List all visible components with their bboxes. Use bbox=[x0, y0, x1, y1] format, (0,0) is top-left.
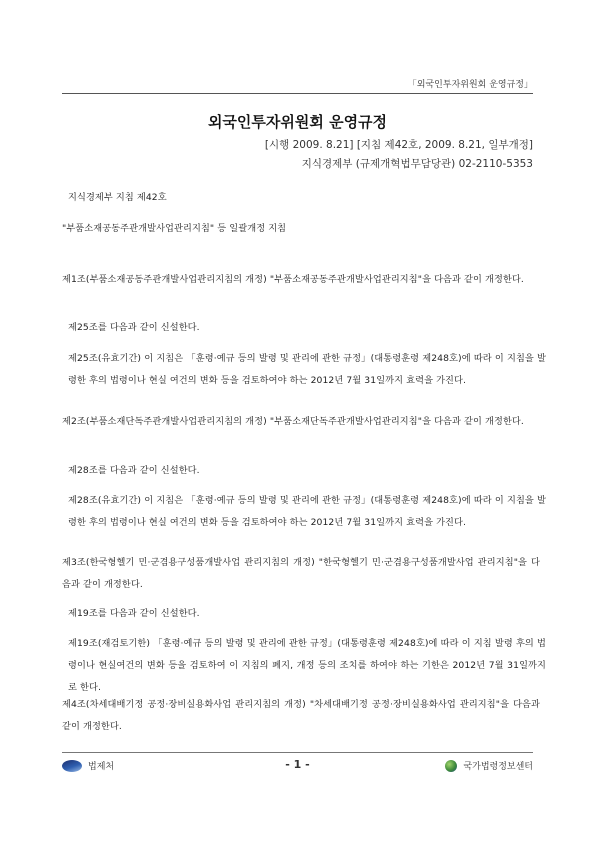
document-title: 외국인투자위원회 운영규정 bbox=[207, 113, 388, 131]
article-3-instruction: 제19조를 다음과 같이 신설한다. bbox=[68, 608, 200, 619]
article-2: 제2조(부품소재단독주관개발사업관리지침의 개정) "부품소재단독주관개발사업관리지침"을 다음과 같이 개정한다. bbox=[62, 416, 524, 427]
article-4: 제4조(차세대배기정 공정·장비실용화사업 관리지침의 개정) "차세대배기정 공정·장비실용화사업 관리지침"을 다음과 같이 개정한다. bbox=[62, 699, 540, 732]
directive-title: "부품소재공동주관개발사업관리지침" 등 일괄개정 지침 bbox=[62, 223, 287, 234]
article-3: 제3조(한국형헬기 민·군겸용구성품개발사업 관리지침의 개정) "한국형헬기 민·군겸용구성품개발사업 관리지침"을 다음과 같이 개정한다. bbox=[62, 557, 540, 590]
page-number: - 1 - bbox=[285, 758, 310, 771]
article-19-text: 제19조(재검토기한) 「훈령·예규 등의 발령 및 관리에 관한 규정」(대통령훈령 제248호)에 따라 이 지침 발령 후의 법령이나 현실여건의 변화 등을 검토하여 이 지침의 폐지, 개정 등의 조치를 하여야 하는 기한은 2012년 7월 31일까지로 한다. bbox=[68, 638, 546, 693]
article-28-text: 제28조(유효기간) 이 지침은 「훈령·예규 등의 발령 및 관리에 관한 규정」(대통령훈령 제248호)에 따라 이 지침을 발령한 후의 법령이나 현실 여건의 변화 등을 검토하여야 하는 2012년 7월 31일까지 효력을 가진다. bbox=[68, 495, 546, 528]
footer-right bbox=[445, 759, 533, 772]
footer-left-label: 법제처 bbox=[88, 762, 115, 772]
directive-number: 지식경제부 지침 제42호 bbox=[68, 192, 167, 203]
footer-right-label: 국가법령정보센터 bbox=[463, 762, 533, 772]
article-25-text: 제25조(유효기간) 이 지침은 「훈령·예규 등의 발령 및 관리에 관한 규정」(대통령훈령 제248호)에 따라 이 지침을 발령한 후의 법령이나 현실 여건의 변화 등을 검토하여야 하는 2012년 7월 31일까지 효력을 가진다. bbox=[68, 353, 546, 386]
running-header: 「외국인투자위원회 운영규정」 bbox=[407, 80, 533, 90]
contact-info: 지식경제부 (규제개혁법무담당관) 02-2110-5353 bbox=[301, 158, 533, 170]
article-2-instruction: 제28조를 다음과 같이 신설한다. bbox=[68, 465, 200, 476]
globe-logo-icon bbox=[445, 760, 457, 772]
header-divider bbox=[62, 93, 533, 94]
article-1-instruction: 제25조를 다음과 같이 신설한다. bbox=[68, 322, 200, 333]
enforcement-info: [시행 2009. 8.21] [지침 제42호, 2009. 8.21, 일부개정] bbox=[264, 139, 533, 151]
article-1: 제1조(부품소재공동주관개발사업관리지침의 개정) "부품소재공동주관개발사업관리지침"을 다음과 같이 개정한다. bbox=[62, 274, 524, 285]
footer-divider bbox=[62, 752, 533, 753]
